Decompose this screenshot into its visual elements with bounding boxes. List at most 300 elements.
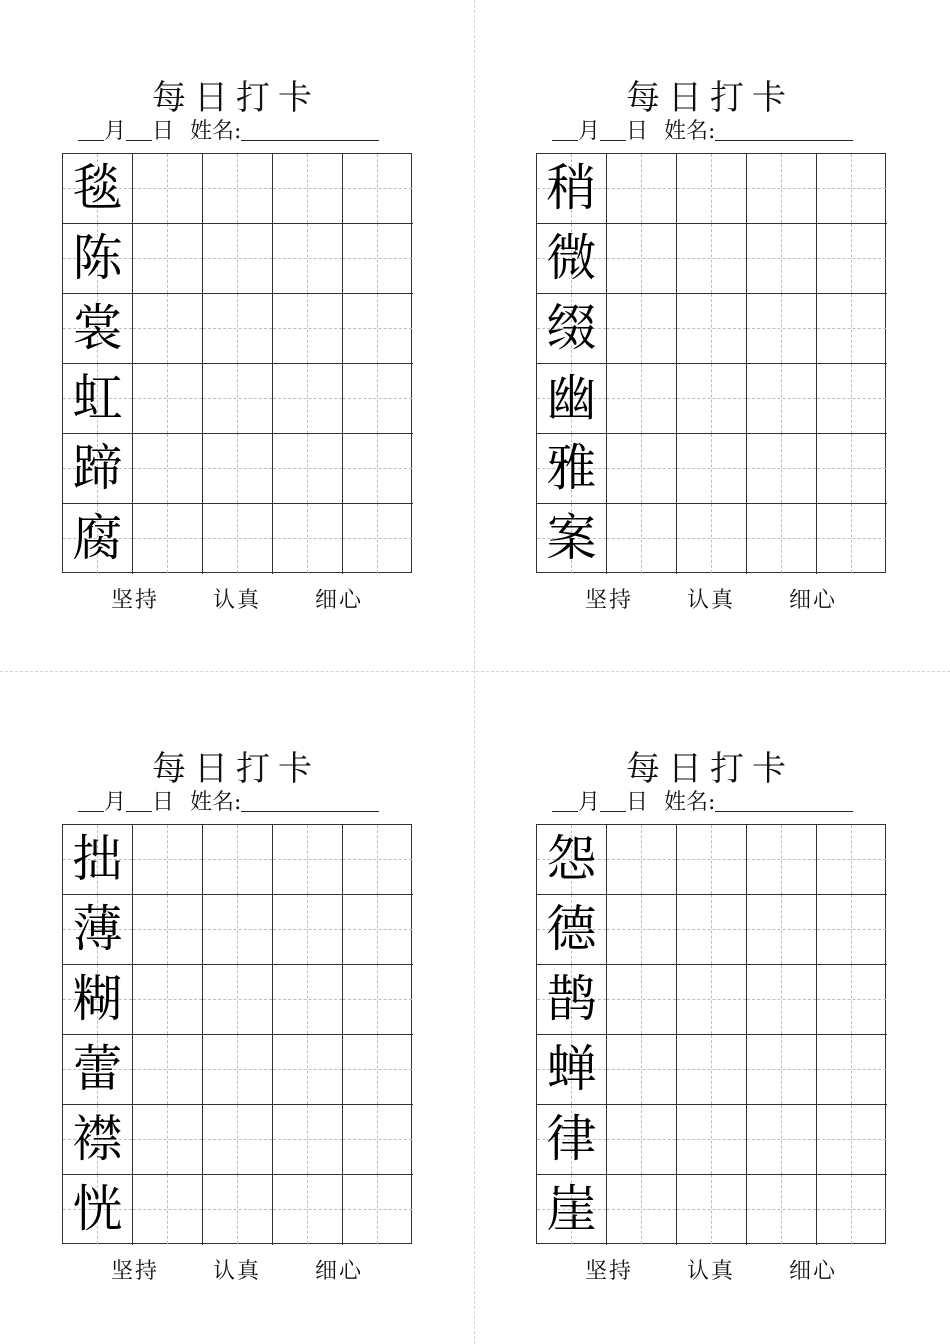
guide-line-horizontal [747, 1209, 816, 1210]
practice-cell[interactable] [607, 825, 677, 895]
guide-line-horizontal [203, 1069, 272, 1070]
practice-cell[interactable] [677, 825, 747, 895]
guide-line-horizontal [747, 1139, 816, 1140]
practice-cell[interactable] [133, 965, 203, 1035]
day-label: 日 [626, 790, 649, 815]
guide-line-horizontal [343, 1069, 412, 1070]
practice-cell[interactable] [677, 364, 747, 434]
guide-line-horizontal [817, 859, 886, 860]
guide-line-horizontal [607, 929, 676, 930]
practice-cell[interactable] [203, 364, 273, 434]
practice-cell[interactable] [747, 1175, 817, 1245]
practice-cell[interactable] [747, 965, 817, 1035]
month-label: 月 [104, 119, 127, 144]
guide-line-horizontal [607, 859, 676, 860]
practice-cell[interactable] [133, 154, 203, 224]
guide-line-horizontal [273, 1209, 342, 1210]
practice-cell[interactable] [273, 1175, 343, 1245]
grid-row [63, 1175, 411, 1245]
practice-cell[interactable] [817, 224, 887, 294]
practice-cell[interactable] [747, 895, 817, 965]
guide-line-horizontal [273, 999, 342, 1000]
model-character-cell [537, 1175, 607, 1245]
practice-cell[interactable] [133, 434, 203, 504]
model-character: 蹄 [72, 439, 123, 497]
model-character: 微 [546, 229, 597, 287]
guide-line-horizontal [343, 929, 412, 930]
practice-cell[interactable] [343, 504, 413, 574]
guide-line-horizontal [273, 188, 342, 189]
practice-cell[interactable] [817, 1105, 887, 1175]
grid-row [537, 504, 885, 574]
practice-card [0, 671, 474, 1342]
model-character-cell [63, 825, 133, 895]
card-title: 每日打卡 [152, 78, 320, 118]
model-character-cell [63, 154, 133, 224]
practice-cell[interactable] [747, 224, 817, 294]
model-character-cell [537, 434, 607, 504]
practice-cell[interactable] [203, 1175, 273, 1245]
practice-cell[interactable] [133, 825, 203, 895]
guide-line-horizontal [677, 328, 746, 329]
model-character: 糊 [72, 970, 123, 1028]
day-blank[interactable] [600, 789, 626, 812]
model-character-cell [63, 364, 133, 434]
guide-line-horizontal [273, 538, 342, 539]
writing-grid [536, 824, 886, 1244]
guide-line-horizontal [273, 258, 342, 259]
model-character-cell [63, 895, 133, 965]
practice-cell[interactable] [607, 154, 677, 224]
writing-grid [62, 824, 412, 1244]
guide-line-horizontal [273, 1069, 342, 1070]
guide-line-horizontal [607, 1209, 676, 1210]
practice-cell[interactable] [203, 504, 273, 574]
guide-line-horizontal [817, 328, 886, 329]
practice-cell[interactable] [203, 965, 273, 1035]
guide-line-horizontal [747, 468, 816, 469]
day-blank[interactable] [126, 118, 152, 141]
guide-line-horizontal [677, 188, 746, 189]
model-character: 雅 [546, 439, 597, 497]
model-character: 幽 [546, 369, 597, 427]
grid-row [63, 434, 411, 504]
guide-line-horizontal [747, 328, 816, 329]
practice-cell[interactable] [747, 154, 817, 224]
grid-row [537, 1175, 885, 1245]
practice-cell[interactable] [273, 224, 343, 294]
guide-line-horizontal [817, 1139, 886, 1140]
guide-line-horizontal [747, 859, 816, 860]
practice-cell[interactable] [133, 224, 203, 294]
name-blank[interactable] [241, 118, 379, 141]
grid-row [537, 224, 885, 294]
practice-cell[interactable] [607, 1105, 677, 1175]
practice-cell[interactable] [607, 965, 677, 1035]
guide-line-horizontal [747, 538, 816, 539]
model-character: 缀 [546, 299, 597, 357]
day-label: 日 [152, 119, 175, 144]
practice-card [0, 0, 474, 671]
practice-cell[interactable] [747, 1105, 817, 1175]
guide-line-horizontal [747, 1069, 816, 1070]
guide-line-horizontal [343, 328, 412, 329]
guide-line-horizontal [747, 999, 816, 1000]
practice-cell[interactable] [273, 825, 343, 895]
guide-line-horizontal [343, 188, 412, 189]
day-blank[interactable] [600, 118, 626, 141]
model-character-cell [537, 895, 607, 965]
practice-cell[interactable] [273, 434, 343, 504]
practice-cell[interactable] [203, 1035, 273, 1105]
guide-line-horizontal [133, 999, 202, 1000]
guide-line-horizontal [133, 398, 202, 399]
model-character: 薄 [72, 900, 123, 958]
model-character: 崖 [546, 1180, 597, 1238]
practice-cell[interactable] [343, 154, 413, 224]
model-character-cell [537, 965, 607, 1035]
guide-line-horizontal [343, 999, 412, 1000]
practice-cell[interactable] [677, 434, 747, 504]
model-character-cell [537, 154, 607, 224]
model-character: 案 [546, 509, 597, 567]
guide-line-horizontal [677, 999, 746, 1000]
grid-row [537, 1105, 885, 1175]
guide-line-horizontal [677, 1209, 746, 1210]
model-character-cell [537, 224, 607, 294]
model-character: 腐 [72, 509, 123, 567]
guide-line-horizontal [607, 468, 676, 469]
card-title: 每日打卡 [626, 749, 794, 789]
practice-cell[interactable] [343, 434, 413, 504]
practice-cell[interactable] [133, 1105, 203, 1175]
practice-cell[interactable] [607, 1035, 677, 1105]
card-title: 每日打卡 [152, 749, 320, 789]
practice-cell[interactable] [677, 1035, 747, 1105]
day-blank[interactable] [126, 789, 152, 812]
practice-cell[interactable] [817, 825, 887, 895]
grid-row [63, 294, 411, 364]
practice-cell[interactable] [677, 154, 747, 224]
practice-cell[interactable] [273, 364, 343, 434]
guide-line-horizontal [677, 929, 746, 930]
practice-cell[interactable] [343, 965, 413, 1035]
practice-cell[interactable] [133, 895, 203, 965]
practice-cell[interactable] [607, 294, 677, 364]
guide-line-horizontal [133, 859, 202, 860]
practice-cell[interactable] [817, 364, 887, 434]
practice-cell[interactable] [273, 965, 343, 1035]
guide-line-horizontal [607, 538, 676, 539]
practice-cell[interactable] [133, 364, 203, 434]
grid-row [537, 434, 885, 504]
model-character: 怨 [546, 830, 597, 888]
guide-line-horizontal [273, 859, 342, 860]
guide-line-horizontal [343, 258, 412, 259]
model-character-cell [537, 504, 607, 574]
practice-cell[interactable] [343, 294, 413, 364]
practice-cell[interactable] [273, 1105, 343, 1175]
model-character: 裳 [72, 299, 123, 357]
name-label: 姓名: [190, 119, 242, 144]
day-label: 日 [152, 790, 175, 815]
guide-line-horizontal [607, 258, 676, 259]
guide-line-horizontal [203, 929, 272, 930]
guide-line-horizontal [133, 188, 202, 189]
model-character: 蝉 [546, 1040, 597, 1098]
practice-cell[interactable] [677, 294, 747, 364]
month-blank[interactable] [78, 118, 104, 141]
practice-cell[interactable] [273, 294, 343, 364]
month-blank[interactable] [552, 789, 578, 812]
grid-row [537, 294, 885, 364]
guide-line-horizontal [203, 398, 272, 399]
name-blank[interactable] [715, 118, 853, 141]
model-character: 恍 [72, 1180, 123, 1238]
guide-line-horizontal [133, 258, 202, 259]
practice-cell[interactable] [817, 504, 887, 574]
model-character-cell [63, 1105, 133, 1175]
guide-line-horizontal [817, 398, 886, 399]
guide-line-horizontal [817, 929, 886, 930]
practice-cell[interactable] [203, 294, 273, 364]
practice-cell[interactable] [343, 825, 413, 895]
practice-cell[interactable] [677, 1105, 747, 1175]
practice-cell[interactable] [677, 504, 747, 574]
guide-line-horizontal [343, 859, 412, 860]
guide-line-horizontal [747, 188, 816, 189]
guide-line-horizontal [677, 538, 746, 539]
grid-row [63, 154, 411, 224]
model-character-cell [537, 825, 607, 895]
grid-row [537, 825, 885, 895]
guide-line-horizontal [817, 999, 886, 1000]
model-character-cell [63, 965, 133, 1035]
guide-line-horizontal [203, 468, 272, 469]
date-name-line [552, 114, 892, 144]
practice-cell[interactable] [677, 895, 747, 965]
guide-line-horizontal [273, 468, 342, 469]
grid-row [63, 364, 411, 434]
writing-grid [536, 153, 886, 573]
date-name-line [78, 114, 418, 144]
practice-cell[interactable] [133, 294, 203, 364]
practice-cell[interactable] [817, 294, 887, 364]
practice-cell[interactable] [607, 504, 677, 574]
model-character-cell [63, 1035, 133, 1105]
guide-line-horizontal [343, 1209, 412, 1210]
practice-card [474, 0, 948, 671]
grid-row [63, 825, 411, 895]
practice-cell[interactable] [747, 434, 817, 504]
guide-line-horizontal [203, 188, 272, 189]
motto-footer: 坚持 认真 细心 [111, 588, 363, 613]
practice-cell[interactable] [203, 825, 273, 895]
date-name-line [552, 785, 892, 815]
guide-line-horizontal [607, 1139, 676, 1140]
model-character: 鹊 [546, 970, 597, 1028]
practice-cell[interactable] [343, 1105, 413, 1175]
grid-row [63, 224, 411, 294]
card-title: 每日打卡 [626, 78, 794, 118]
guide-line-horizontal [817, 1069, 886, 1070]
guide-line-horizontal [343, 538, 412, 539]
guide-line-horizontal [133, 1139, 202, 1140]
practice-cell[interactable] [747, 294, 817, 364]
practice-cell[interactable] [203, 895, 273, 965]
grid-row [63, 895, 411, 965]
guide-line-horizontal [817, 1209, 886, 1210]
guide-line-horizontal [133, 1209, 202, 1210]
model-character: 毯 [72, 159, 123, 217]
grid-row [63, 504, 411, 574]
guide-line-horizontal [203, 258, 272, 259]
guide-line-horizontal [747, 258, 816, 259]
practice-cell[interactable] [273, 154, 343, 224]
model-character-cell [63, 1175, 133, 1245]
guide-line-horizontal [133, 538, 202, 539]
name-label: 姓名: [664, 119, 716, 144]
model-character-cell [537, 364, 607, 434]
practice-cell[interactable] [343, 1175, 413, 1245]
guide-line-horizontal [677, 398, 746, 399]
practice-cell[interactable] [677, 965, 747, 1035]
practice-cell[interactable] [817, 1035, 887, 1105]
guide-line-horizontal [607, 328, 676, 329]
guide-line-horizontal [203, 328, 272, 329]
grid-row [63, 1105, 411, 1175]
name-blank[interactable] [241, 789, 379, 812]
month-label: 月 [104, 790, 127, 815]
practice-cell[interactable] [747, 364, 817, 434]
practice-cell[interactable] [133, 504, 203, 574]
model-character: 虹 [72, 369, 123, 427]
guide-line-horizontal [677, 468, 746, 469]
guide-line-horizontal [677, 1139, 746, 1140]
model-character: 德 [546, 900, 597, 958]
guide-line-horizontal [273, 328, 342, 329]
guide-line-horizontal [747, 398, 816, 399]
model-character-cell [63, 294, 133, 364]
practice-cell[interactable] [817, 895, 887, 965]
practice-cell[interactable] [203, 1105, 273, 1175]
grid-row [63, 965, 411, 1035]
practice-cell[interactable] [607, 224, 677, 294]
model-character: 稍 [546, 159, 597, 217]
practice-cell[interactable] [343, 1035, 413, 1105]
practice-cell[interactable] [607, 364, 677, 434]
practice-card [474, 671, 948, 1342]
practice-cell[interactable] [203, 224, 273, 294]
month-blank[interactable] [78, 789, 104, 812]
practice-cell[interactable] [343, 224, 413, 294]
practice-cell[interactable] [817, 1175, 887, 1245]
practice-cell[interactable] [607, 434, 677, 504]
guide-line-horizontal [343, 468, 412, 469]
guide-line-horizontal [607, 188, 676, 189]
guide-line-horizontal [203, 859, 272, 860]
month-label: 月 [578, 790, 601, 815]
guide-line-horizontal [677, 1069, 746, 1070]
model-character-cell [63, 224, 133, 294]
grid-row [537, 965, 885, 1035]
practice-cell[interactable] [817, 434, 887, 504]
grid-row [537, 1035, 885, 1105]
practice-cell[interactable] [273, 895, 343, 965]
guide-line-horizontal [343, 1139, 412, 1140]
name-label: 姓名: [664, 790, 716, 815]
practice-cell[interactable] [273, 504, 343, 574]
model-character: 陈 [72, 229, 123, 287]
model-character: 拙 [72, 830, 123, 888]
model-character-cell [537, 294, 607, 364]
guide-line-horizontal [203, 538, 272, 539]
practice-cell[interactable] [133, 1175, 203, 1245]
model-character-cell [63, 504, 133, 574]
guide-line-horizontal [817, 188, 886, 189]
guide-line-horizontal [607, 999, 676, 1000]
practice-cell[interactable] [747, 825, 817, 895]
model-character-cell [537, 1105, 607, 1175]
guide-line-horizontal [273, 929, 342, 930]
motto-footer: 坚持 认真 细心 [585, 1259, 837, 1284]
model-character: 蕾 [72, 1040, 123, 1098]
practice-cell[interactable] [747, 1035, 817, 1105]
practice-cell[interactable] [817, 965, 887, 1035]
grid-row [63, 1035, 411, 1105]
guide-line-horizontal [607, 1069, 676, 1070]
date-name-line [78, 785, 418, 815]
practice-cell[interactable] [607, 1175, 677, 1245]
guide-line-horizontal [817, 468, 886, 469]
practice-cell[interactable] [133, 1035, 203, 1105]
grid-row [537, 895, 885, 965]
practice-cell[interactable] [607, 895, 677, 965]
guide-line-horizontal [203, 999, 272, 1000]
guide-line-horizontal [203, 1139, 272, 1140]
name-blank[interactable] [715, 789, 853, 812]
guide-line-horizontal [607, 398, 676, 399]
model-character: 律 [546, 1110, 597, 1168]
guide-line-horizontal [133, 328, 202, 329]
name-label: 姓名: [190, 790, 242, 815]
model-character-cell [537, 1035, 607, 1105]
guide-line-horizontal [817, 258, 886, 259]
guide-line-horizontal [273, 1139, 342, 1140]
practice-cell[interactable] [677, 224, 747, 294]
guide-line-horizontal [343, 398, 412, 399]
practice-cell[interactable] [677, 1175, 747, 1245]
guide-line-horizontal [677, 258, 746, 259]
motto-footer: 坚持 认真 细心 [111, 1259, 363, 1284]
guide-line-horizontal [747, 929, 816, 930]
month-blank[interactable] [552, 118, 578, 141]
model-character: 襟 [72, 1110, 123, 1168]
grid-row [537, 364, 885, 434]
practice-cell[interactable] [343, 895, 413, 965]
practice-cell[interactable] [747, 504, 817, 574]
guide-line-horizontal [133, 1069, 202, 1070]
guide-line-horizontal [677, 859, 746, 860]
practice-cell[interactable] [817, 154, 887, 224]
practice-cell[interactable] [203, 154, 273, 224]
guide-line-horizontal [133, 929, 202, 930]
guide-line-horizontal [817, 538, 886, 539]
practice-cell[interactable] [343, 364, 413, 434]
guide-line-horizontal [133, 468, 202, 469]
practice-cell[interactable] [203, 434, 273, 504]
practice-cell[interactable] [273, 1035, 343, 1105]
